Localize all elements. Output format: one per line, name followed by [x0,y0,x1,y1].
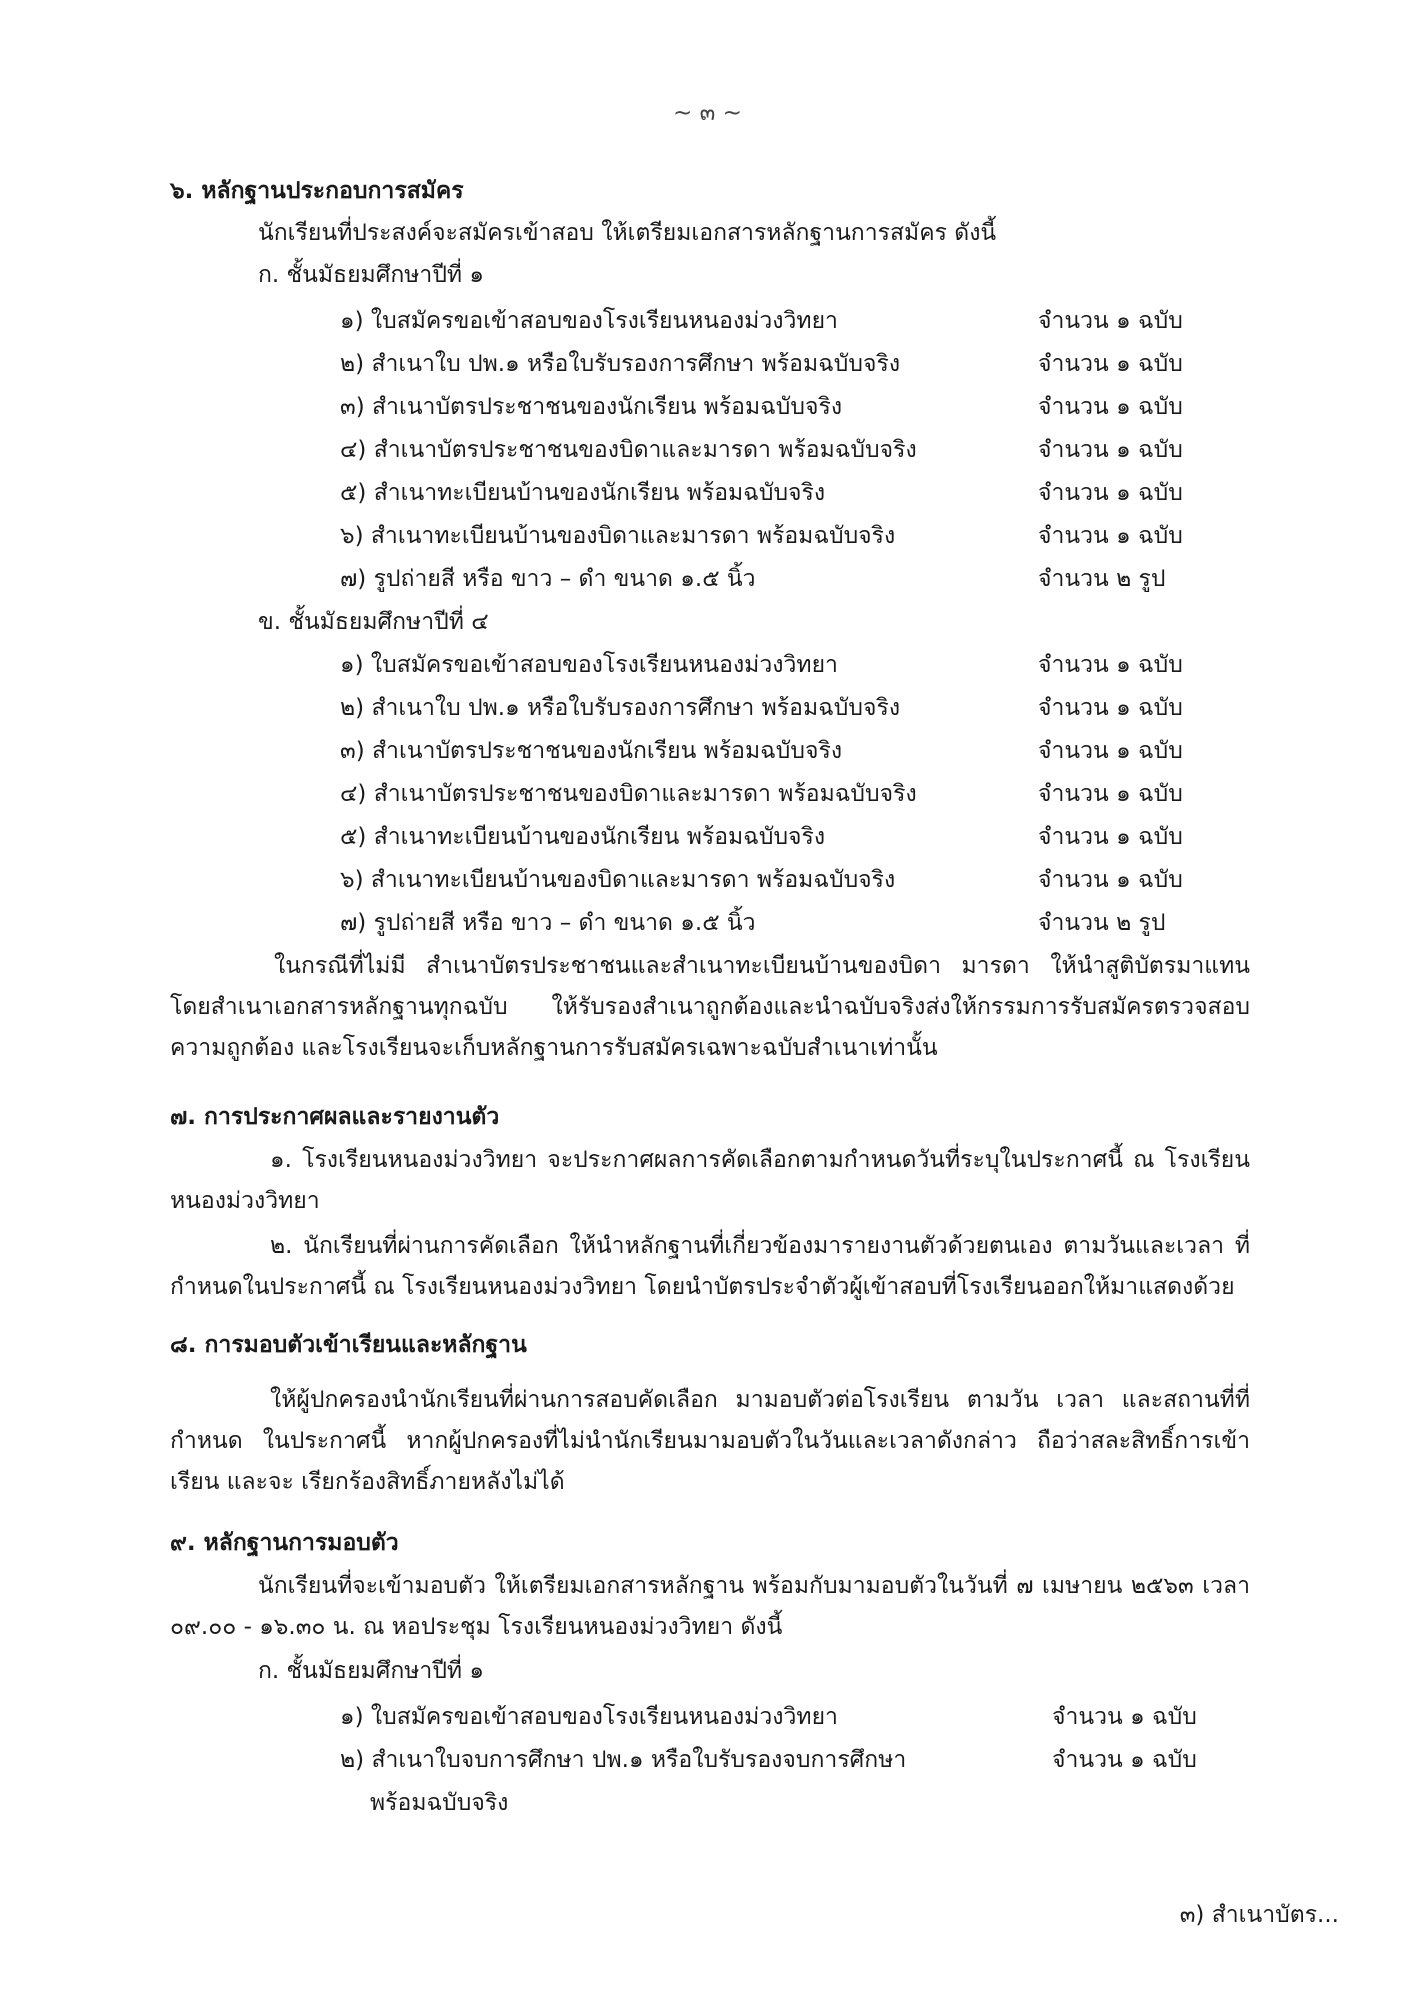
list-item-count: จำนวน ๑ ฉบับ [1038,437,1183,463]
list-item-text: ๕) สำเนาทะเบียนบ้านของนักเรียน พร้อมฉบับจริง [340,824,826,850]
section-6-group-a-title: ก. ชั้นมัธยมศึกษาปีที่ ๑ [258,262,484,288]
list-item-continuation: พร้อมฉบับจริง [370,1790,509,1816]
section-6-heading: ๖. หลักฐานประกอบการสมัคร [170,178,464,204]
list-item-count: จำนวน ๑ ฉบับ [1038,824,1183,850]
list-item-count: จำนวน ๑ ฉบับ [1038,394,1183,420]
list-item-text: ๔) สำเนาบัตรประชาชนของบิดาและมารดา พร้อมฉบับจริง [340,437,917,463]
list-item-text: ๗) รูปถ่ายสี หรือ ขาว – ดำ ขนาด ๑.๕ นิ้ว [340,566,756,592]
section-6-note: ในกรณีที่ไม่มี สำเนาบัตรประชาชนและสำเนาทะเบียนบ้านของบิดา มารดา ให้นำสูติบัตรมาแทน โดยสำเนาเอกสารหลักฐานทุกฉบับ ให้รับรองสำเนาถูกต้องและนำฉบับจริงส่งให้กรรมการรับสมัครตรวจสอบ ความถูกต้อง และโรงเรียนจะเก็บหลักฐานการรับสมัครเฉพาะฉบับสำเนาเท่านั้น [170,953,1250,1061]
list-item-count: จำนวน ๑ ฉบับ [1038,523,1183,549]
list-item-count: จำนวน ๒ รูป [1038,566,1166,592]
list-item-count: จำนวน ๑ ฉบับ [1038,351,1183,377]
list-item-text: ๑) ใบสมัครขอเข้าสอบของโรงเรียนหนองม่วงวิทยา [340,1704,838,1730]
section-6-intro: นักเรียนที่ประสงค์จะสมัครเข้าสอบ ให้เตรียมเอกสารหลักฐานการสมัคร ดังนี้ [258,220,997,246]
list-item-text: ๒) สำเนาใบ ปพ.๑ หรือใบรับรองการศึกษา พร้อมฉบับจริง [340,695,901,721]
section-9-group-a-title: ก. ชั้นมัธยมศึกษาปีที่ ๑ [258,1658,484,1684]
list-item-text: ๔) สำเนาบัตรประชาชนของบิดาและมารดา พร้อมฉบับจริง [340,781,917,807]
list-item-text: ๓) สำเนาบัตรประชาชนของนักเรียน พร้อมฉบับจริง [340,738,843,764]
list-item-count: จำนวน ๑ ฉบับ [1038,652,1183,678]
section-7-paragraph-1: ๑. โรงเรียนหนองม่วงวิทยา จะประกาศผลการคัดเลือกตามกำหนดวันที่ระบุในประกาศนี้ ณ โรงเรียน หนองม่วงวิทยา [170,1147,1250,1214]
list-item-text: ๑) ใบสมัครขอเข้าสอบของโรงเรียนหนองม่วงวิทยา [340,652,838,678]
list-item-count: จำนวน ๑ ฉบับ [1052,1704,1197,1730]
list-item-text: ๒) สำเนาใบ ปพ.๑ หรือใบรับรองการศึกษา พร้อมฉบับจริง [340,351,901,377]
page-number: ~ ๓ ~ [673,100,742,126]
list-item-text: ๓) สำเนาบัตรประชาชนของนักเรียน พร้อมฉบับจริง [340,394,843,420]
list-item-text: ๕) สำเนาทะเบียนบ้านของนักเรียน พร้อมฉบับจริง [340,480,826,506]
list-item-count: จำนวน ๑ ฉบับ [1038,738,1183,764]
section-9-paragraph: นักเรียนที่จะเข้ามอบตัว ให้เตรียมเอกสารหลักฐาน พร้อมกับมามอบตัวในวันที่ ๗ เมษายน ๒๕๖๓ เวลา ๐๙.๐๐ - ๑๖.๓๐ น. ณ หอประชุม โรงเรียนหนองม่วงวิทยา ดังนี้ [170,1573,1250,1640]
section-8-paragraph: ให้ผู้ปกครองนำนักเรียนที่ผ่านการสอบคัดเลือก มามอบตัวต่อโรงเรียน ตามวัน เวลา และสถานที่ที่กำหนด ในประกาศนี้ หากผู้ปกครองที่ไม่นำนักเรียนมามอบตัวในวันและเวลาดังกล่าว ถือว่าสละสิทธิ์การเข้าเรียน และจะ เรียกร้องสิทธิ์ภายหลังไม่ได้ [170,1387,1250,1495]
list-item-count: จำนวน ๑ ฉบับ [1052,1747,1197,1773]
list-item-text: ๒) สำเนาใบจบการศึกษา ปพ.๑ หรือใบรับรองจบการศึกษา [340,1747,907,1773]
list-item-count: จำนวน ๑ ฉบับ [1038,480,1183,506]
list-item-count: จำนวน ๑ ฉบับ [1038,308,1183,334]
list-item-count: จำนวน ๒ รูป [1038,910,1166,936]
section-7-paragraph-2: ๒. นักเรียนที่ผ่านการคัดเลือก ให้นำหลักฐานที่เกี่ยวข้องมารายงานตัวด้วยตนเอง ตามวันและเวลา ที่กำหนดในประกาศนี้ ณ โรงเรียนหนองม่วงวิทยา โดยนำบัตรประจำตัวผู้เข้าสอบที่โรงเรียนออกให้มาแสดงด้วย [170,1233,1250,1300]
list-item-text: ๖) สำเนาทะเบียนบ้านของบิดาและมารดา พร้อมฉบับจริง [340,867,896,893]
section-7-heading: ๗. การประกาศผลและรายงานตัว [170,1104,500,1130]
continuation-note: ๓) สำเนาบัตร... [1179,1902,1339,1928]
list-item-count: จำนวน ๑ ฉบับ [1038,867,1183,893]
section-9-heading: ๙. หลักฐานการมอบตัว [170,1530,399,1556]
list-item-text: ๖) สำเนาทะเบียนบ้านของบิดาและมารดา พร้อมฉบับจริง [340,523,896,549]
list-item-text: ๗) รูปถ่ายสี หรือ ขาว – ดำ ขนาด ๑.๕ นิ้ว [340,910,756,936]
list-item-text: ๑) ใบสมัครขอเข้าสอบของโรงเรียนหนองม่วงวิทยา [340,308,838,334]
list-item-count: จำนวน ๑ ฉบับ [1038,781,1183,807]
list-item-count: จำนวน ๑ ฉบับ [1038,695,1183,721]
section-6-group-b-title: ข. ชั้นมัธยมศึกษาปีที่ ๔ [258,609,489,635]
section-8-heading: ๘. การมอบตัวเข้าเรียนและหลักฐาน [170,1332,527,1358]
